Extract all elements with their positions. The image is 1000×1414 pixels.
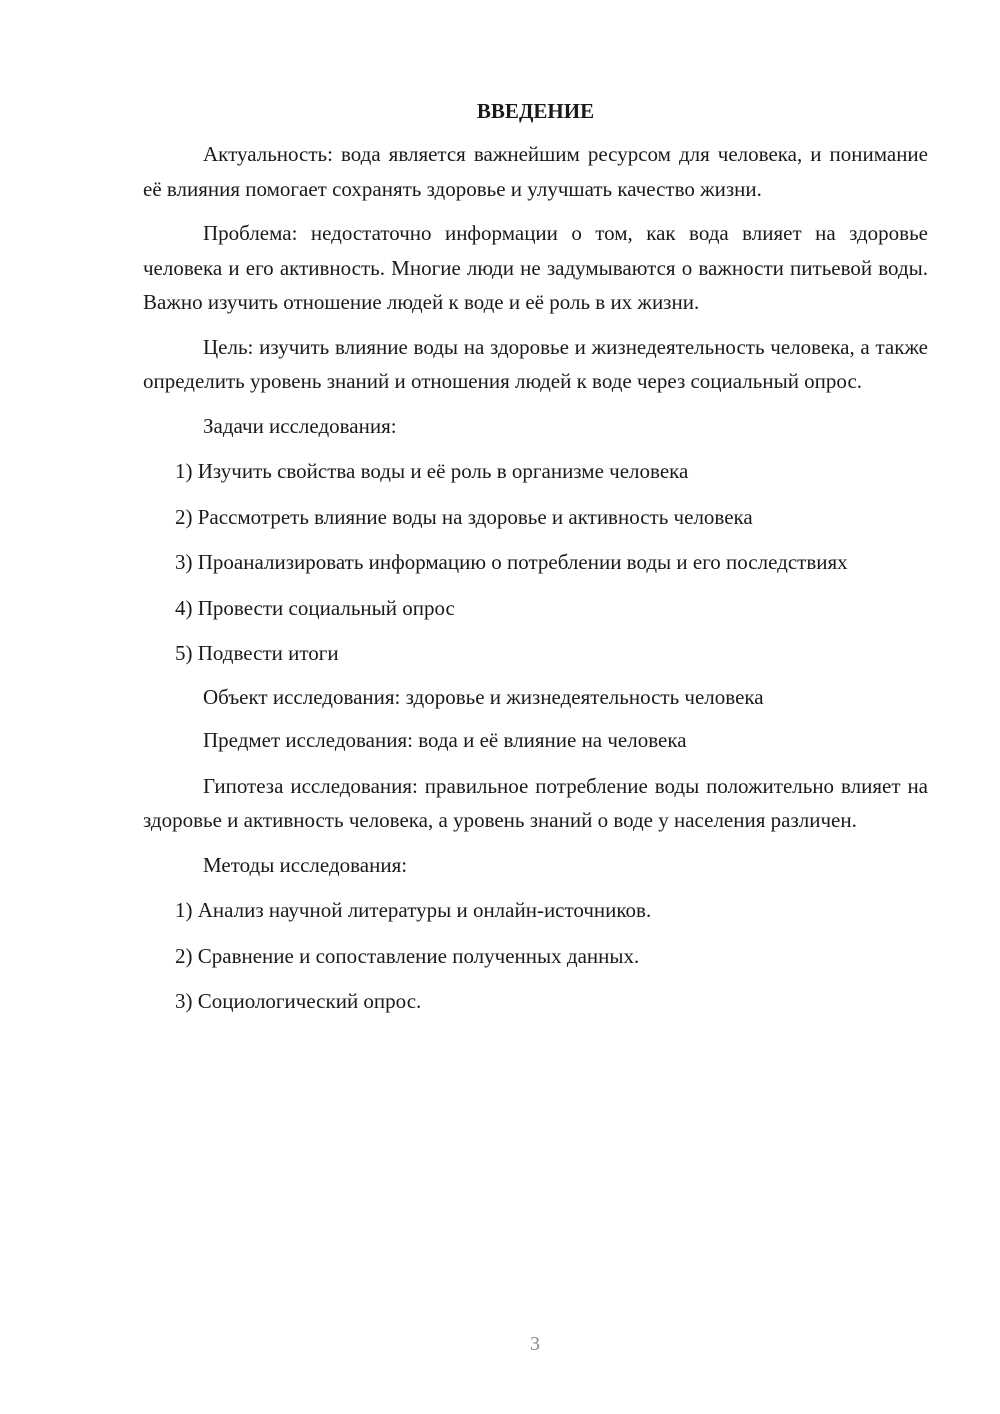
page-title: ВВЕДЕНИЕ (476, 99, 595, 123)
problem-paragraph: Проблема: недостаточно информации о том, как вода влияет на здоровье человека и его активность. Многие люди не задумываются о важности питьевой воды. Важно изучить отношение людей к воде и её роль в их жизни. (143, 221, 928, 314)
task-item: 2) Рассмотреть влияние воды на здоровье и активность человека (175, 504, 753, 529)
task-item: 3) Проанализировать информацию о потреблении воды и его последствиях (175, 550, 848, 574)
method-item: 3) Социологический опрос. (175, 989, 422, 1013)
task-item: 1) Изучить свойства воды и её роль в организме человека (175, 459, 689, 483)
relevance-paragraph: Актуальность: вода является важнейшим ресурсом для человека, и понимание её влияния помогает сохранять здоровье и улучшать качество жизни. (143, 142, 928, 201)
task-item: 4) Провести социальный опрос (175, 595, 455, 620)
hypothesis-paragraph: Гипотеза исследования: правильное потребление воды положительно влияет на здоровье и активность человека, а уровень знаний о воде у населения различен. (143, 773, 928, 832)
page-number: 3 (530, 1333, 540, 1355)
task-item: 5) Подвести итоги (175, 641, 339, 665)
goal-paragraph: Цель: изучить влияние воды на здоровье и жизнедеятельность человека, а также определить уровень знаний и отношения людей к воде через социальный опрос. (143, 334, 928, 393)
method-item: 1) Анализ научной литературы и онлайн-источников. (175, 898, 652, 922)
tasks-heading: Задачи исследования: (203, 413, 397, 438)
subject-line: Предмет исследования: вода и её влияние на человека (203, 728, 687, 752)
method-item: 2) Сравнение и сопоставление полученных данных. (175, 943, 640, 968)
methods-heading: Методы исследования: (203, 852, 408, 877)
page-content (143, 95, 928, 1030)
object-line: Объект исследования: здоровье и жизнедеятельность человека (203, 684, 764, 709)
